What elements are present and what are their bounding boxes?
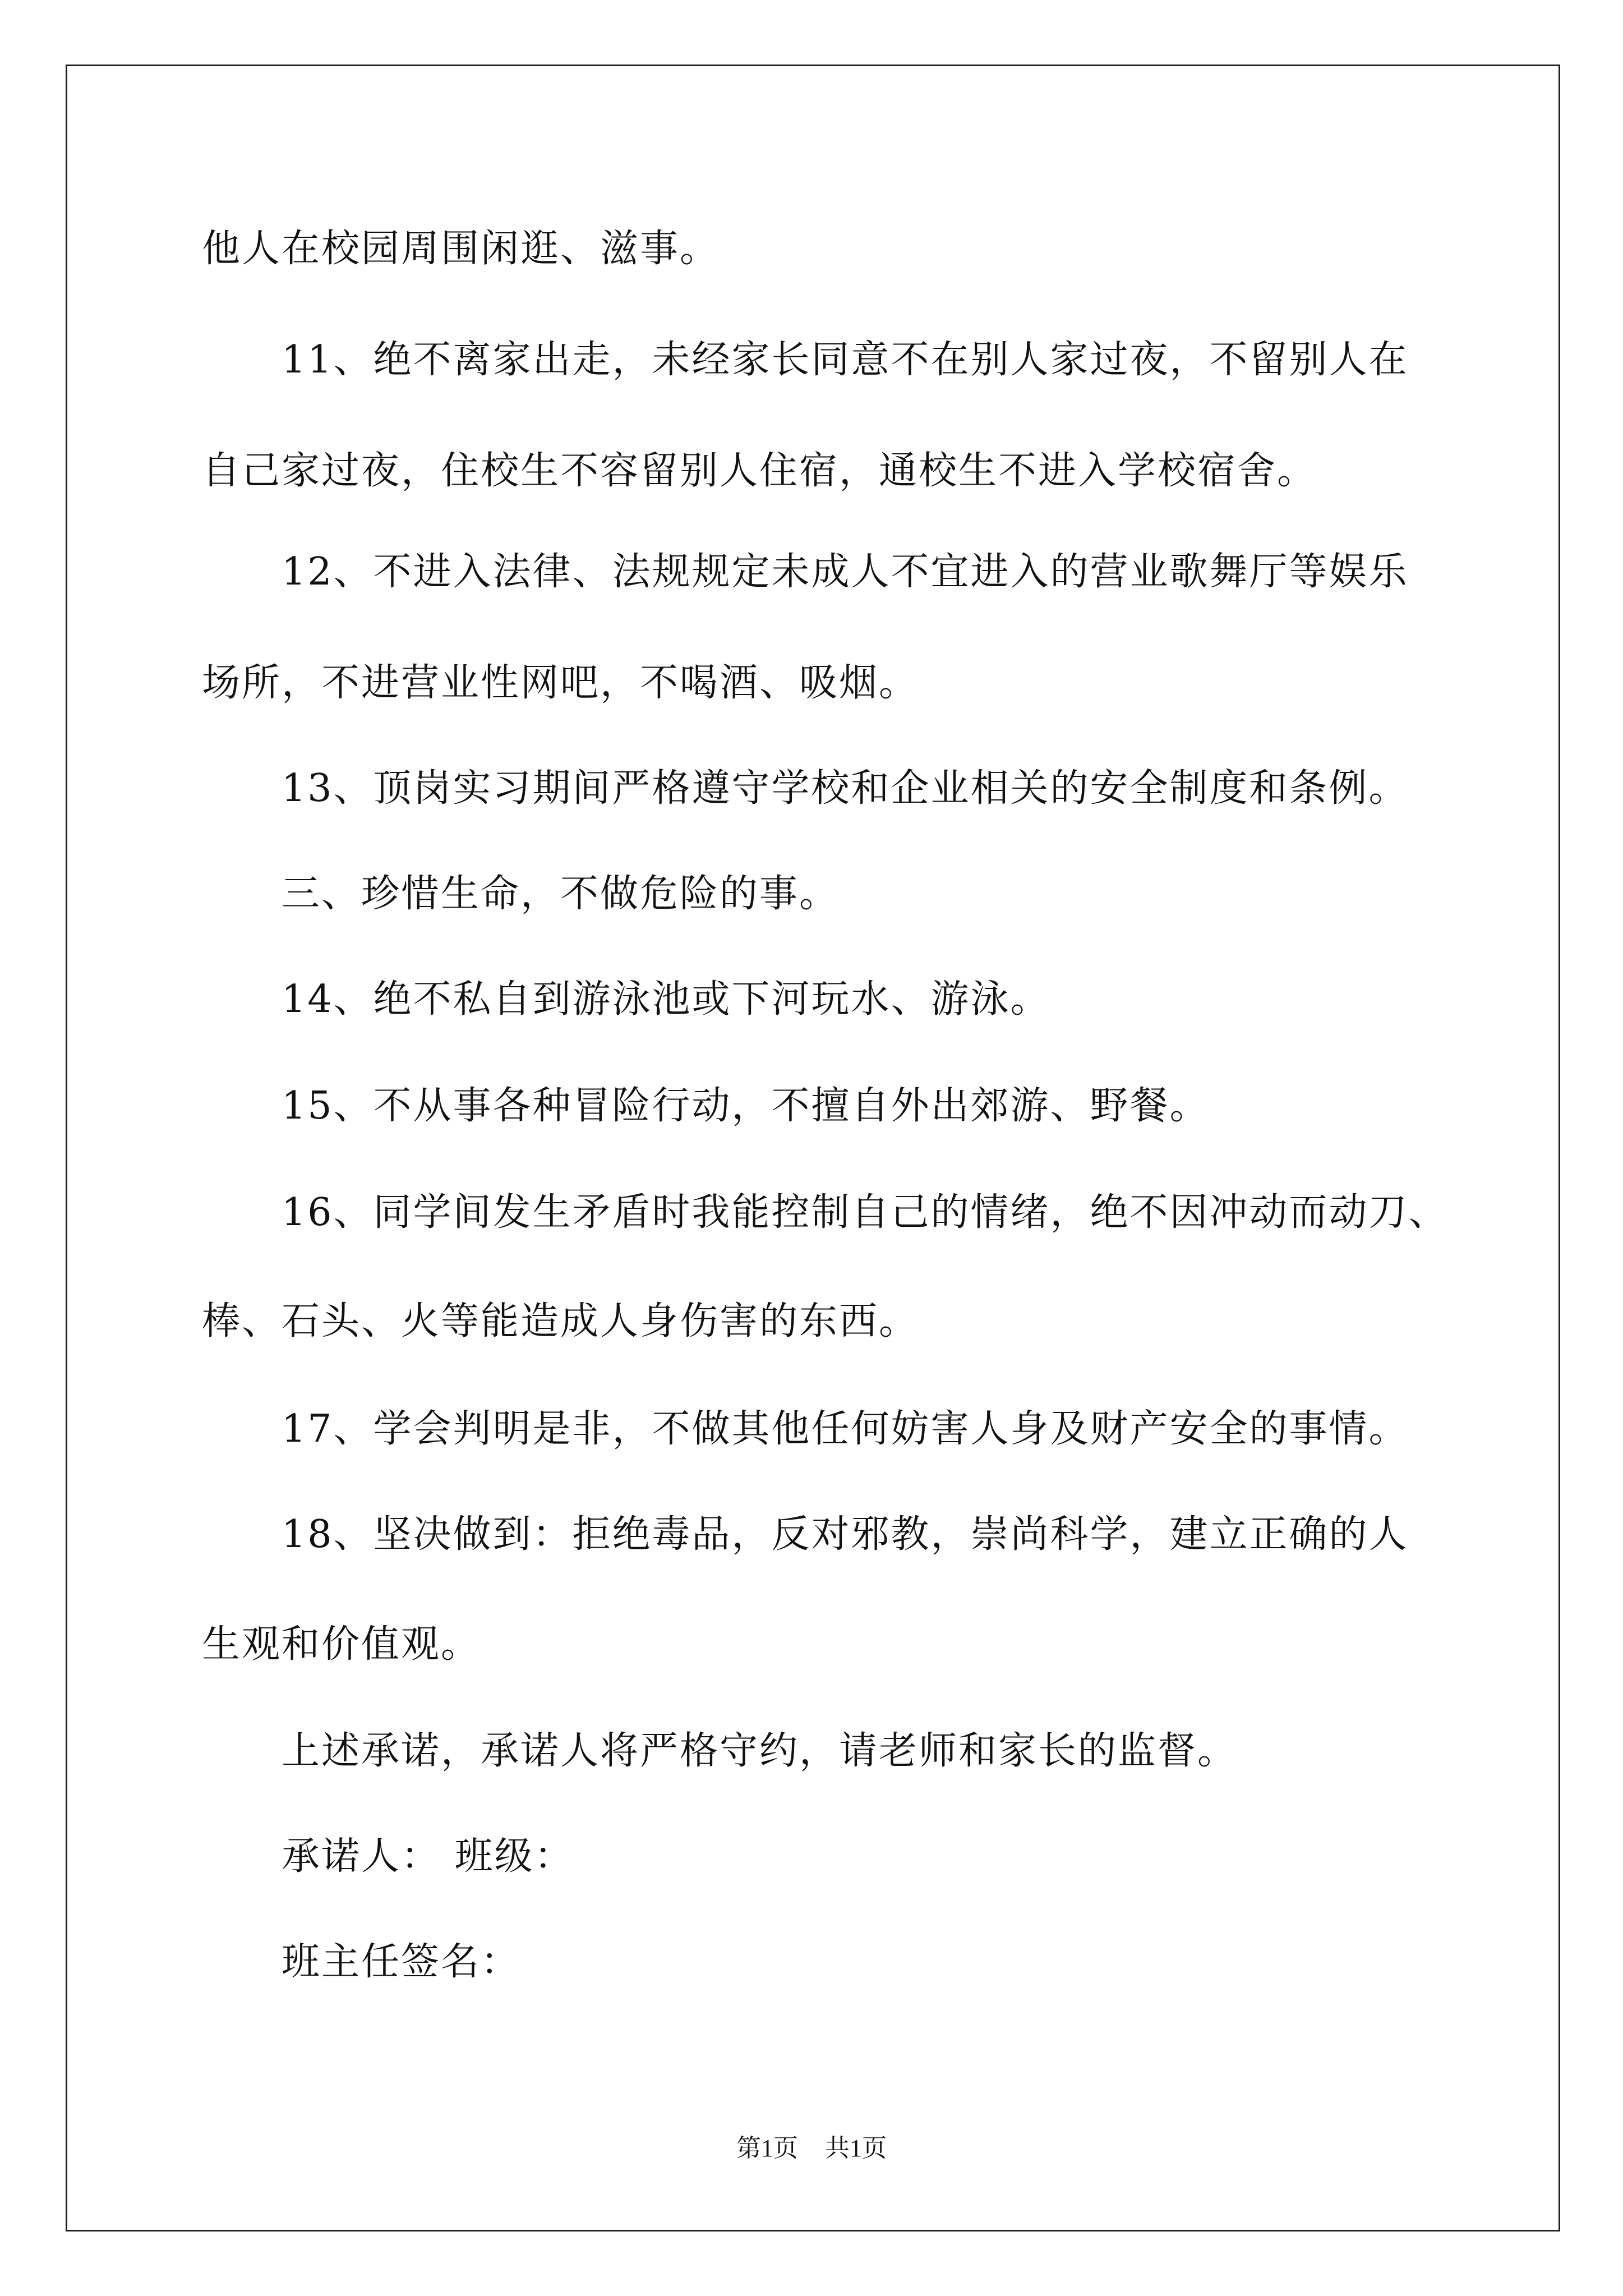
text-line: 14、绝不私自到游泳池或下河玩水、游泳。	[282, 977, 1050, 1022]
text-line: 18、坚决做到：拒绝毒品，反对邪教，崇尚科学，建立正确的人	[282, 1512, 1409, 1557]
text-line: 15、不从事各种冒险行动，不擅自外出郊游、野餐。	[282, 1084, 1210, 1128]
text-line: 自己家过夜，住校生不容留别人住宿，通校生不进入学校宿舍。	[202, 449, 1317, 493]
page-footer	[0, 2134, 1623, 2162]
page-number-current: 第1页	[736, 2134, 798, 2162]
text-line: 上述承诺，承诺人将严格守约，请老师和家长的监督。	[282, 1729, 1238, 1773]
text-line: 12、不进入法律、法规规定未成人不宜进入的营业歌舞厅等娱乐	[282, 550, 1409, 594]
text-line: 场所，不进营业性网吧，不喝酒、吸烟。	[202, 661, 919, 705]
text-line: 三、珍惜生命，不做危险的事。	[282, 872, 840, 916]
text-line: 13、顶岗实习期间严格遵守学校和企业相关的安全制度和条例。	[282, 766, 1409, 811]
page-border	[66, 65, 1560, 2231]
text-line: 16、同学间发生矛盾时我能控制自己的情绪，绝不因冲动而动刀、	[282, 1190, 1449, 1235]
text-line: 承诺人： 班级：	[282, 1834, 574, 1879]
text-line: 17、学会判明是非，不做其他任何妨害人身及财产安全的事情。	[282, 1407, 1409, 1451]
page-number-total: 共1页	[825, 2134, 887, 2162]
text-line: 班主任签名：	[282, 1940, 521, 1984]
text-line: 他人在校园周围闲逛、滋事。	[202, 227, 720, 271]
text-line: 棒、石头、火等能造成人身伤害的东西。	[202, 1299, 919, 1343]
text-line: 11、绝不离家出走，未经家长同意不在别人家过夜，不留别人在	[282, 338, 1409, 382]
text-line: 生观和价值观。	[202, 1622, 481, 1667]
